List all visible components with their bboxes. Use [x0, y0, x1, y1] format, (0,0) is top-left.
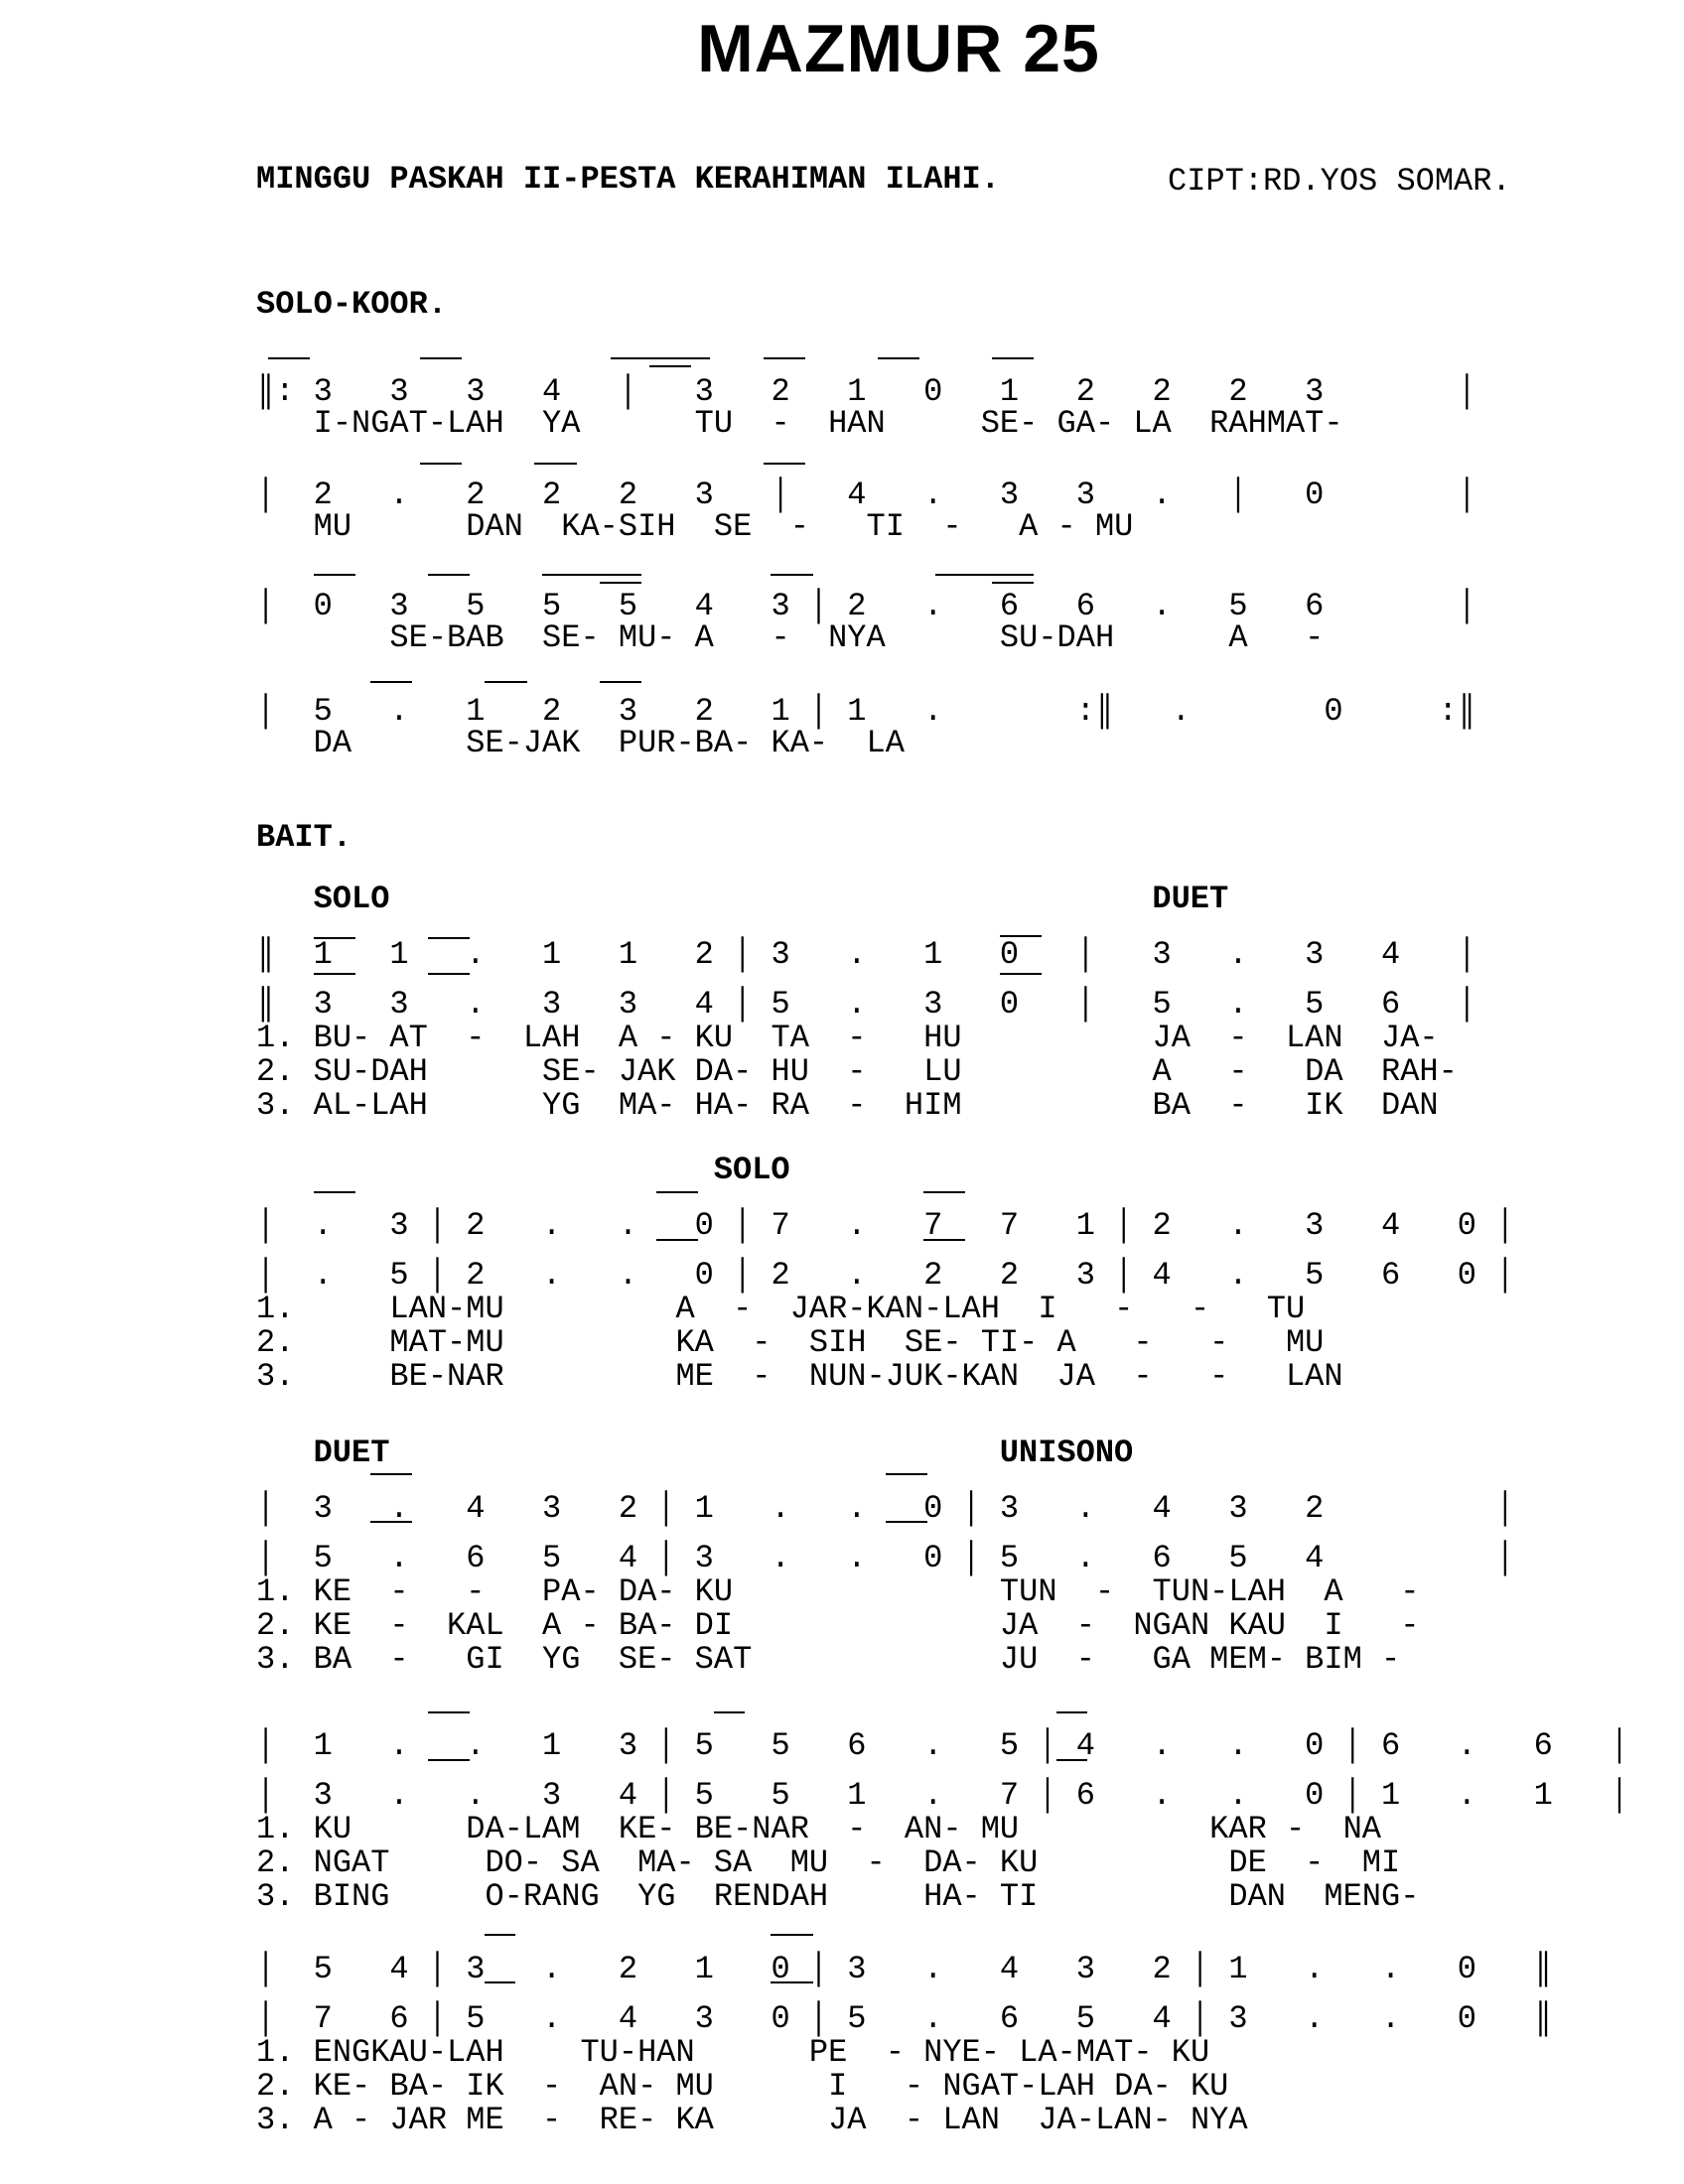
verse-upper-voice: │ 5 4 │ 3 . 2 1 0 │ 3 . 4 3 2 │ 1 . . 0 ║ — [256, 1951, 1553, 1987]
verse-lower-voice: │ 7 6 │ 5 . 4 3 0 │ 5 . 6 5 4 │ 3 . . 0 ║ — [256, 2000, 1553, 2037]
refrain-lyrics-line: MU DAN KA-SIH SE - TI - A - MU — [256, 508, 1134, 545]
verse-lyrics-line: 1. ENGKAU-LAH TU-HAN PE - NYE- LA-MAT- KU — [256, 2034, 1210, 2071]
beam-line — [420, 463, 462, 465]
verse-lyrics-line: 2. SU-DAH SE- JAK DA- HU - LU A - DA RAH- — [256, 1053, 1458, 1090]
verse-lyrics-line: 3. BA - GI YG SE- SAT JU - GA MEM- BIM - — [256, 1641, 1401, 1678]
beam-line — [992, 582, 1034, 584]
beam-line — [656, 1191, 698, 1193]
page-title: MAZMUR 25 — [697, 11, 1100, 86]
beam-line — [600, 681, 641, 683]
voice-label: SOLO — [313, 881, 390, 917]
beam-line — [611, 357, 710, 359]
beam-line — [923, 1191, 965, 1193]
verse-lyrics-line: 3. AL-LAH YG MA- HA- RA - HIM BA - IK DAN — [256, 1087, 1439, 1124]
refrain-heading: SOLO-KOOR. — [256, 286, 448, 323]
composer-credit: CIPT:RD.YOS SOMAR. — [1168, 163, 1511, 200]
beam-line — [370, 1521, 412, 1523]
beam-line — [268, 357, 310, 359]
verse-lower-voice: │ 3 . . 3 4 │ 5 5 1 . 7 │ 6 . . 0 │ 1 . 1 │ — [256, 1777, 1629, 1814]
verse-lyrics-line: 2. MAT-MU KA - SIH SE- TI- A - - MU — [256, 1324, 1325, 1361]
beam-line — [714, 1711, 745, 1713]
beam-line — [649, 365, 691, 367]
beam-line — [314, 937, 355, 939]
beam-line — [771, 1934, 812, 1936]
beam-line — [886, 1521, 927, 1523]
beam-line — [485, 681, 526, 683]
verse-lyrics-line: 2. KE - KAL A - BA- DI JA - NGAN KAU I - — [256, 1607, 1420, 1644]
verse-lower-voice: ║ 3 3 . 3 3 4 │ 5 . 3 0 │ 5 . 5 6 │ — [256, 986, 1476, 1023]
verse-upper-voice: ║ 1 1 . 1 1 2 │ 3 . 1 0 │ 3 . 3 4 │ — [256, 936, 1476, 973]
refrain-notes-line: │ 2 . 2 2 2 3 │ 4 . 3 3 . │ 0 │ — [256, 477, 1476, 513]
verse-lower-voice: │ 5 . 6 5 4 │ 3 . . 0 │ 5 . 6 5 4 │ — [256, 1540, 1515, 1576]
beam-line — [428, 1759, 470, 1761]
voice-label: DUET — [1152, 881, 1229, 917]
verse-lyrics-line: 1. BU- AT - LAH A - KU TA - HU JA - LAN JA- — [256, 1020, 1439, 1056]
beam-line — [485, 1981, 515, 1983]
beam-line — [1000, 973, 1042, 975]
verse-lyrics-line: 3. BE-NAR ME - NUN-JUK-KAN JA - - LAN — [256, 1358, 1343, 1395]
beam-line — [656, 1239, 698, 1241]
beam-line — [764, 463, 805, 465]
beam-line — [428, 973, 470, 975]
beam-line — [771, 574, 812, 576]
verse-lower-voice: │ . 5 │ 2 . . 0 │ 2 . 2 2 3 │ 4 . 5 6 0 │ — [256, 1257, 1515, 1294]
verse-upper-voice: │ . 3 │ 2 . . 0 │ 7 . 7 7 1 │ 2 . 3 4 0 │ — [256, 1207, 1515, 1244]
verse-lyrics-line: 1. KU DA-LAM KE- BE-NAR - AN- MU KAR - NA — [256, 1811, 1381, 1847]
refrain-lyrics-line: DA SE-JAK PUR-BA- KA- LA — [256, 725, 905, 761]
beam-line — [886, 1473, 927, 1475]
occasion-label: MINGGU PASKAH II-PESTA KERAHIMAN ILAHI. — [256, 161, 1000, 198]
beam-line — [428, 937, 470, 939]
verse-upper-voice: │ 1 . . 1 3 │ 5 5 6 . 5 │ 4 . . 0 │ 6 . 6 │ — [256, 1727, 1629, 1764]
beam-line — [485, 1934, 515, 1936]
verse-lyrics-line: 1. KE - - PA- DA- KU TUN - TUN-LAH A - — [256, 1573, 1420, 1610]
beam-line — [1056, 1759, 1087, 1761]
beam-line — [534, 463, 576, 465]
verse-upper-voice: │ 3 . 4 3 2 │ 1 . . 0 │ 3 . 4 3 2 │ — [256, 1490, 1515, 1527]
refrain-lyrics-line: I-NGAT-LAH YA TU - HAN SE- GA- LA RAHMAT- — [256, 405, 1343, 442]
verse-lyrics-line: 3. BING O-RANG YG RENDAH HA- TI DAN MENG- — [256, 1878, 1420, 1915]
verse-lyrics-line: 2. NGAT DO- SA MA- SA MU - DA- KU DE - MI — [256, 1844, 1401, 1881]
voice-label: DUET — [313, 1434, 390, 1471]
beam-line — [542, 574, 641, 576]
beam-line — [878, 357, 919, 359]
refrain-lyrics-line: SE-BAB SE- MU- A - NYA SU-DAH A - — [256, 619, 1325, 656]
beam-line — [314, 1191, 355, 1193]
verse-lyrics-line: 3. A - JAR ME - RE- KA JA - LAN JA-LAN- NYA — [256, 2102, 1248, 2138]
refrain-notes-line: │ 0 3 5 5 5 4 3 │ 2 . 6 6 . 5 6 │ — [256, 588, 1476, 624]
voice-label: SOLO — [713, 1152, 790, 1188]
beam-line — [370, 681, 412, 683]
beam-line — [771, 1981, 812, 1983]
verse-heading: BAIT. — [256, 819, 352, 856]
verse-lyrics-line: 1. LAN-MU A - JAR-KAN-LAH I - - TU — [256, 1291, 1306, 1327]
beam-line — [600, 582, 641, 584]
beam-line — [1056, 1711, 1087, 1713]
beam-line — [923, 1239, 965, 1241]
beam-line — [428, 574, 470, 576]
beam-line — [764, 357, 805, 359]
beam-line — [428, 1711, 470, 1713]
refrain-notes-line: ║: 3 3 3 4 │ 3 2 1 0 1 2 2 2 3 │ — [256, 373, 1476, 410]
beam-line — [935, 574, 1035, 576]
voice-label: UNISONO — [999, 1434, 1134, 1471]
beam-line — [314, 574, 355, 576]
refrain-notes-line: │ 5 . 1 2 3 2 1 │ 1 . :║ . 0 :║ — [256, 693, 1476, 730]
beam-line — [420, 357, 462, 359]
beam-line — [314, 973, 355, 975]
beam-line — [1000, 935, 1042, 937]
verse-lyrics-line: 2. KE- BA- IK - AN- MU I - NGAT-LAH DA- KU — [256, 2068, 1229, 2105]
beam-line — [992, 357, 1034, 359]
beam-line — [370, 1473, 412, 1475]
